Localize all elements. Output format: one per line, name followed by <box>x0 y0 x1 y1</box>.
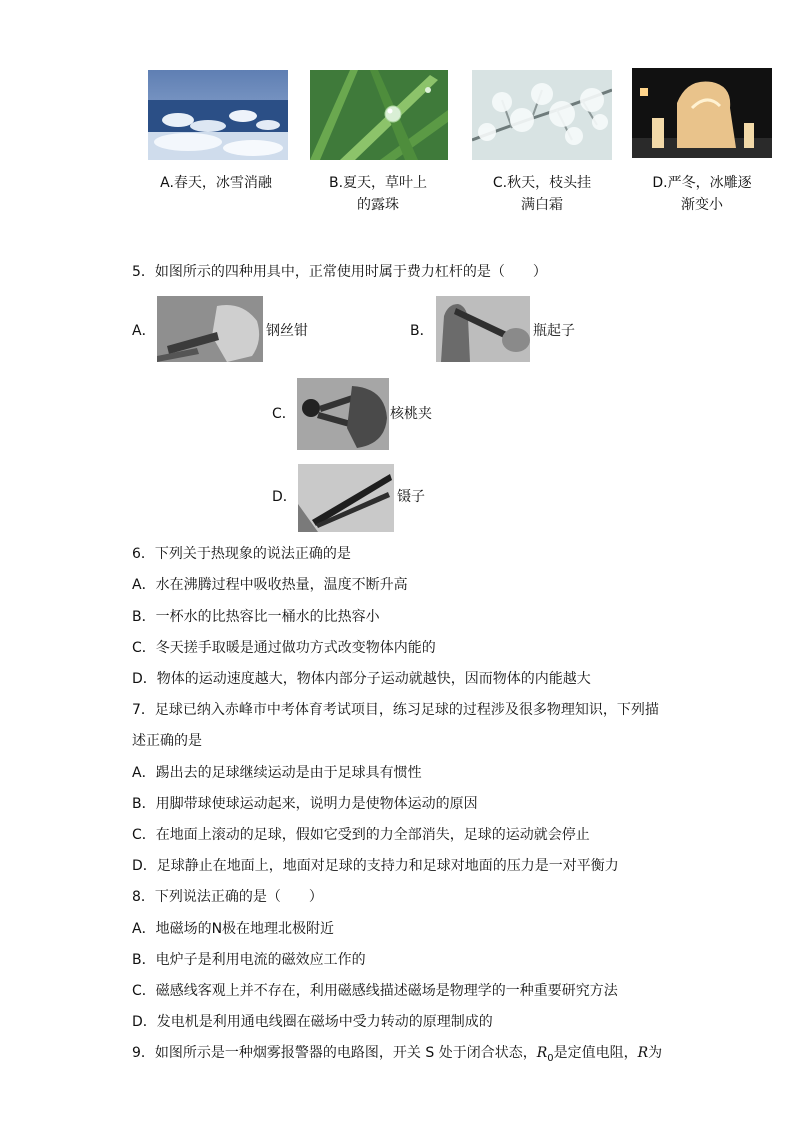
bottle-opener-photo <box>436 296 530 362</box>
q6-stem: 6．下列关于热现象的说法正确的是 <box>132 546 351 562</box>
q6-option-c: C．冬天搓手取暖是通过做功方式改变物体内能的 <box>132 640 436 656</box>
q7-option-b: B．用脚带球使球运动起来，说明力是使物体运动的原因 <box>132 796 478 812</box>
top-caption-b: B.夏天，草叶上 的露珠 <box>328 175 428 213</box>
q7-option-c: C．在地面上滚动的足球，假如它受到的力全部消失，足球的运动就会停止 <box>132 827 590 843</box>
q6-option-b: B．一杯水的比热容比一桶水的比热容小 <box>132 609 380 625</box>
q7-option-a: A．踢出去的足球继续运动是由于足球具有惯性 <box>132 765 422 781</box>
dew-on-grass-photo <box>310 70 448 160</box>
r-symbol: R <box>637 1045 649 1061</box>
nutcracker-photo <box>297 378 389 450</box>
q8-stem: 8．下列说法正确的是（ ） <box>132 889 323 905</box>
r0-subscript: 0 <box>547 1052 554 1064</box>
top-caption-c: C.秋天，枝头挂 满白霜 <box>492 175 592 213</box>
q7-option-d: D．足球静止在地面上，地面对足球的支持力和足球对地面的压力是一对平衡力 <box>132 858 619 874</box>
q8-option-d: D．发电机是利用通电线圈在磁场中受力转动的原理制成的 <box>132 1014 493 1030</box>
frost-on-branch-photo <box>472 70 612 160</box>
q8-option-b: B．电炉子是利用电流的磁效应工作的 <box>132 952 366 968</box>
q7-stem-line2: 述正确的是 <box>132 733 202 749</box>
q8-option-a: A．地磁场的N极在地理北极附近 <box>132 921 335 937</box>
r0-symbol: R <box>536 1045 548 1061</box>
pliers-photo <box>157 296 263 362</box>
q6-option-a: A．水在沸腾过程中吸收热量，温度不断升高 <box>132 577 408 593</box>
top-caption-a: A.春天，冰雪消融 <box>160 175 272 191</box>
q7-stem-line1: 7．足球已纳入赤峰市中考体育考试项目，练习足球的过程涉及很多物理知识，下列描 <box>132 702 659 718</box>
ice-melting-photo <box>148 70 288 160</box>
q8-option-c: C．磁感线客观上并不存在，利用磁感线描述磁场是物理学的一种重要研究方法 <box>132 983 618 999</box>
q9-stem: 9．如图所示是一种烟雾报警器的电路图，开关 S 处于闭合状态，$R_0$是定值电阻，R为 <box>132 1045 663 1064</box>
tweezers-photo <box>298 464 394 532</box>
q6-option-d: D．物体的运动速度越大，物体内部分子运动就越快，因而物体的内能越大 <box>132 671 591 687</box>
q5-stem: 5．如图所示的四种用具中，正常使用时属于费力杠杆的是（ ） <box>132 264 547 280</box>
ice-sculpture-photo <box>632 68 772 158</box>
top-caption-d: D.严冬，冰雕逐 渐变小 <box>652 175 752 213</box>
